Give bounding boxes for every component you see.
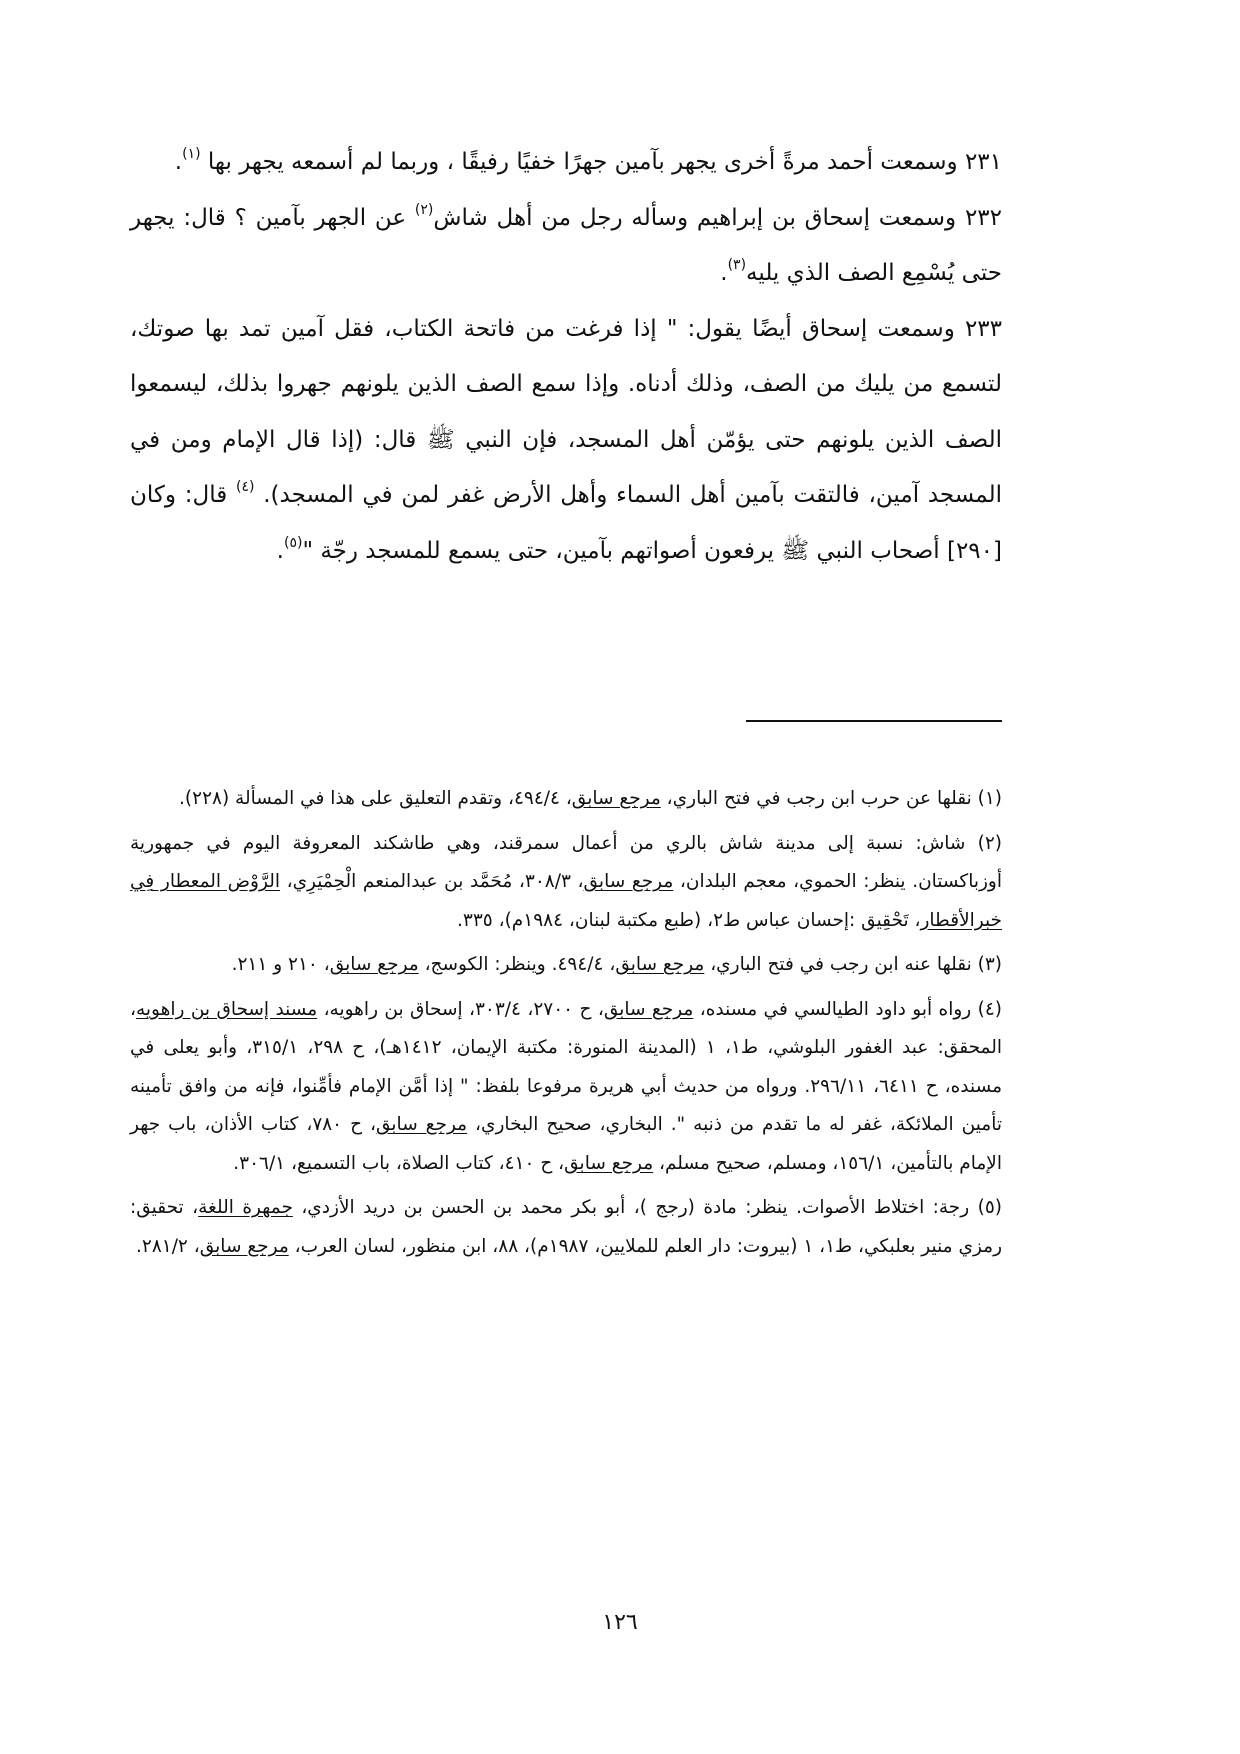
footnote-ref-5: (٥) — [283, 534, 303, 551]
paragraph-232: ٢٣٢ وسمعت إسحاق بن إبراهيم وسأله رجل من أهل شاش$^{(٢)}$ عن الجهر بآمين ؟ قال: يجهر حتى يُسْمِع الصف الذي يليه$^{(٣)}$. — [130, 201, 1003, 286]
main-text — [130, 135, 1002, 579]
footnote-5: (٥) رجة: اختلاط الأصوات. ينظر: مادة (رجج )، أبو بكر محمد بن الحسن بن دريد الأزدي، جمهرة اللغة، تحقيق: رمزي منير بعلبكي، ط١، ١ (بيروت: دار العلم للملايين، ١٩٨٧م)، ٨٨، ابن منظور، لسان العرب، مرجع سابق، ٢٨١/٢. — [130, 1197, 1003, 1257]
footnote-ref-3: (٣) — [727, 257, 747, 274]
footnote-4: (٤) رواه أبو داود الطيالسي في مسنده، مرجع سابق، ح ٢٧٠٠، ٣٠٣/٤، إسحاق بن راهويه، مسند إسحاق بن راهويه، المحقق: عبد الغفور البلوشي، ط١، ١ (المدينة المنورة: مكتبة الإيمان، ١٤١٢هـ)، ح ٢٩٨، ٣١٥/١، وأبو يعلى في مسنده، ح ٦٤١١، ٢٩٦/١١. ورواه من حديث أبي هريرة مرفوعا بلفظ: " إذا أمَّن الإمام فأمِّنوا، فإنه من وافق تأمينه تأمين الملائكة، غفر له ما تقدم من ذنبه ". البخاري، صحيح البخاري، مرجع سابق، ح ٧٨٠، كتاب الأذان، باب جهر الإمام بالتأمين، ١٥٦/١، ومسلم، صحيح مسلم، مرجع سابق، ح ٤١٠، كتاب الصلاة، باب التسميع، ٣٠٦/١. — [130, 998, 1002, 1174]
footnote-1: (١) نقلها عن حرب ابن رجب في فتح الباري، مرجع سابق، ٤٩٤/٤، وتقدم التعليق على هذا في المسألة (٢٢٨). — [179, 788, 1002, 809]
footnotes — [130, 780, 1002, 1272]
footnote-ref-2: (٢) — [414, 201, 434, 218]
footnote-3: (٣) نقلها عنه ابن رجب في فتح الباري، مرجع سابق، ٤٩٤/٤. وينظر: الكوسج، مرجع سابق، ٢١٠ و ٢١١. — [231, 954, 1002, 975]
paragraph-231: ٢٣١ وسمعت أحمد مرةً أخرى يجهر بآمين جهرًا خفيًا رفيقًا ، وربما لم أسمعه يجهر بها $^{(١)}$. — [174, 146, 1002, 175]
paragraph-233: ٢٣٣ وسمعت إسحاق أيضًا يقول: " إذا فرغت من فاتحة الكتاب، فقل آمين تمد بها صوتك، لتسمع من يليك من الصف، وذلك أدناه. وإذا سمع الصف الذين يلونهم جهروا بذلك، ليسمعوا الصف الذين يلونهم حتى يؤمّن أهل المسجد، فإن النبي ﷺ قال: (إذا قال الإمام ومن في المسجد آمين، فالتقت بآمين أهل السماء وأهل الأرض غفر لمن في المسجد). $^{(٤)}$ قال: وكان [٢٩٠] أصحاب النبي ﷺ يرفعون أصواتهم بآمين، حتى يسمع للمسجد رجّة "$^{(٥)}$. — [130, 315, 1002, 564]
footnote-separator — [746, 720, 1002, 722]
page-number: ١٢٦ — [602, 1610, 638, 1635]
footnote-2: (٢) شاش: نسبة إلى مدينة شاش بالري من أعمال سمرقند، وهي طاشكند المعروفة اليوم في جمهورية أوزباكستان. ينظر: الحموي، معجم البلدان، مرجع سابق، ٣٠٨/٣، مُحَمَّد بن عبدالمنعم الْحِمْيَرِي، الرَّوْض المعطار فِي خبرالأقطار، تَحْقِيق :إحسان عباس ط٢، (طبع مكتبة لبنان، ١٩٨٤م)، ٣٣٥. — [130, 832, 1002, 931]
footnote-ref-1: (١) — [182, 146, 201, 163]
footnote-ref-4: (٤) — [235, 479, 255, 496]
